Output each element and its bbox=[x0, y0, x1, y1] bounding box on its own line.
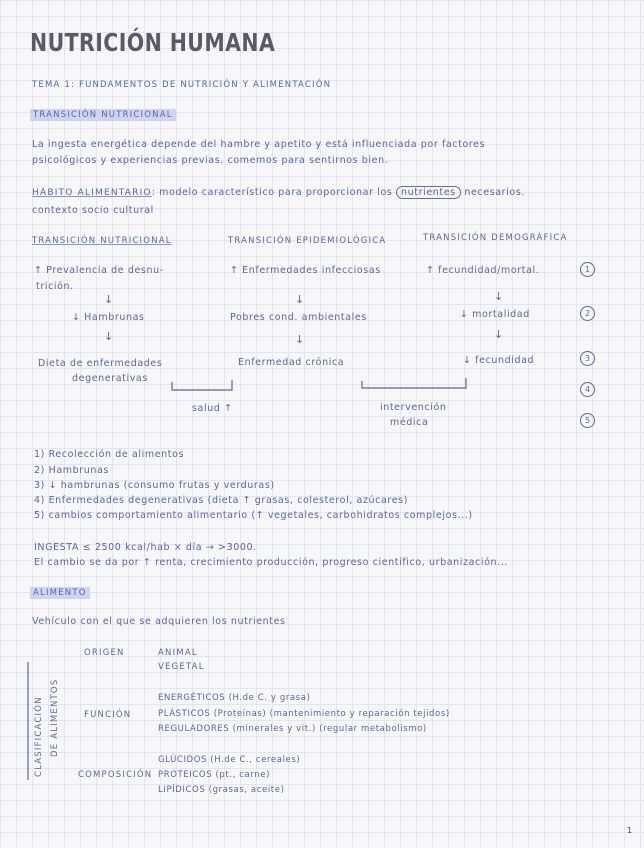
arrow-down-icon: ↓ bbox=[295, 333, 305, 346]
paragraph-line-2: psicológicos y experiencias previas. comemos para sentirnos bien. bbox=[32, 155, 389, 166]
list-item: 1) Recolección de alimentos bbox=[34, 449, 185, 460]
clasificacion-side-label-a: CLASIFICACIÓN bbox=[34, 696, 44, 777]
arrow-down-icon: ↓ bbox=[494, 328, 504, 341]
section-transicion-heading: TRANSICIÓN NUTRICIONAL bbox=[30, 109, 176, 121]
funcion-plasticos: PLÁSTICOS (Proteínas) (mantenimiento y reparación tejidos) bbox=[158, 709, 450, 719]
stage-number-3: 3 bbox=[580, 351, 595, 366]
stage-number-2: 2 bbox=[580, 306, 595, 321]
page-title: NUTRICIÓN HUMANA bbox=[30, 28, 276, 57]
arrow-down-icon: ↓ bbox=[104, 293, 114, 306]
col-header-demografica: TRANSICIÓN DEMOGRÁFICA bbox=[423, 233, 568, 243]
nutrientes-circled: nutrientes bbox=[396, 186, 461, 199]
epidemiologica-row-1: ↑ Enfermedades infecciosas bbox=[230, 265, 381, 276]
section-alimento-heading: ALIMENTO bbox=[30, 587, 90, 599]
origen-animal: ANIMAL bbox=[158, 648, 198, 658]
salud-label: salud ↑ bbox=[192, 403, 233, 414]
funcion-energeticos: ENERGÉTICOS (H.de C. y grasa) bbox=[158, 693, 311, 703]
habito-label: HÁBITO ALIMENTARIO bbox=[32, 188, 152, 198]
origen-label: ORIGEN bbox=[84, 648, 125, 658]
nutricional-row-3a: Dieta de enfermedades bbox=[38, 358, 163, 369]
demografica-row-2: ↓ mortalidad bbox=[460, 309, 530, 320]
funcion-label: FUNCIÓN bbox=[84, 710, 132, 720]
nutricional-row-1b: trición. bbox=[36, 281, 74, 292]
list-item: 2) Hambrunas bbox=[34, 465, 109, 476]
tema-heading: TEMA 1: FUNDAMENTOS DE NUTRICIÓN Y ALIMENTACIÓN bbox=[32, 80, 332, 90]
list-item: 5) cambios comportamiento alimentario (↑ vegetales, carbohidratos complejos...) bbox=[34, 510, 473, 521]
intervencion-label-a: intervención bbox=[380, 402, 447, 413]
nutricional-row-1a: ↑ Prevalencia de desnu- bbox=[34, 265, 164, 276]
stage-number-1: 1 bbox=[580, 262, 595, 277]
nutricional-row-3b: degenerativas bbox=[72, 373, 148, 384]
list-item: 3) ↓ hambrunas (consumo frutas y verduras) bbox=[34, 480, 275, 491]
stage-number-5: 5 bbox=[580, 413, 595, 428]
alimento-definition: Vehículo con el que se adquieren los nutrientes bbox=[32, 616, 286, 627]
composicion-proteicos: PROTEICOS (pt., carne) bbox=[158, 770, 271, 780]
col-header-nutricional: TRANSICIÓN NUTRICIONAL bbox=[32, 236, 172, 246]
epidemiologica-row-2: Pobres cond. ambientales bbox=[230, 312, 367, 323]
funcion-reguladores: REGULADORES (minerales y vit.) (regular metabolismo) bbox=[158, 724, 427, 734]
ingesta-line: INGESTA ≤ 2500 kcal/hab × día → >3000. bbox=[34, 542, 257, 553]
contexto-text: contexto socio cultural bbox=[32, 205, 154, 216]
composicion-glucidos: GLÚCIDOS (H.de C., cereales) bbox=[158, 755, 301, 765]
necesarios-text: necesarios. bbox=[464, 187, 525, 198]
paragraph-line-1: La ingesta energética depende del hambre y apetito y está influenciada por factores bbox=[32, 139, 486, 150]
habito-text: : modelo característico para proporcionar los bbox=[151, 187, 393, 198]
nutricional-row-2: ↓ Hambrunas bbox=[72, 312, 145, 323]
clasificacion-side-label-b: DE ALIMENTOS bbox=[50, 678, 60, 757]
arrow-down-icon: ↓ bbox=[104, 330, 114, 343]
arrow-down-icon: ↓ bbox=[295, 293, 305, 306]
cambio-line: El cambio se da por ↑ renta, crecimiento producción, progreso científico, urbanización... bbox=[34, 557, 508, 568]
stage-number-4: 4 bbox=[580, 382, 595, 397]
composicion-label: COMPOSICIÓN bbox=[78, 770, 153, 780]
page-number: 1 bbox=[627, 826, 633, 835]
intervencion-label-b: médica bbox=[390, 417, 429, 428]
epidemiologica-row-3: Enfermedad crónica bbox=[238, 357, 345, 368]
arrow-down-icon: ↓ bbox=[494, 290, 504, 303]
col-header-epidemiologica: TRANSICIÓN EPIDEMIOLÓGICA bbox=[228, 236, 387, 246]
origen-vegetal: VEGETAL bbox=[158, 662, 205, 672]
composicion-lipidicos: LIPÍDICOS (grasas, aceite) bbox=[158, 785, 285, 795]
demografica-row-1: ↑ fecundidad/mortal. bbox=[426, 265, 540, 276]
demografica-row-3: ↓ fecundidad bbox=[463, 355, 535, 366]
list-item: 4) Enfermedades degenerativas (dieta ↑ grasas, colesterol, azúcares) bbox=[34, 495, 409, 506]
